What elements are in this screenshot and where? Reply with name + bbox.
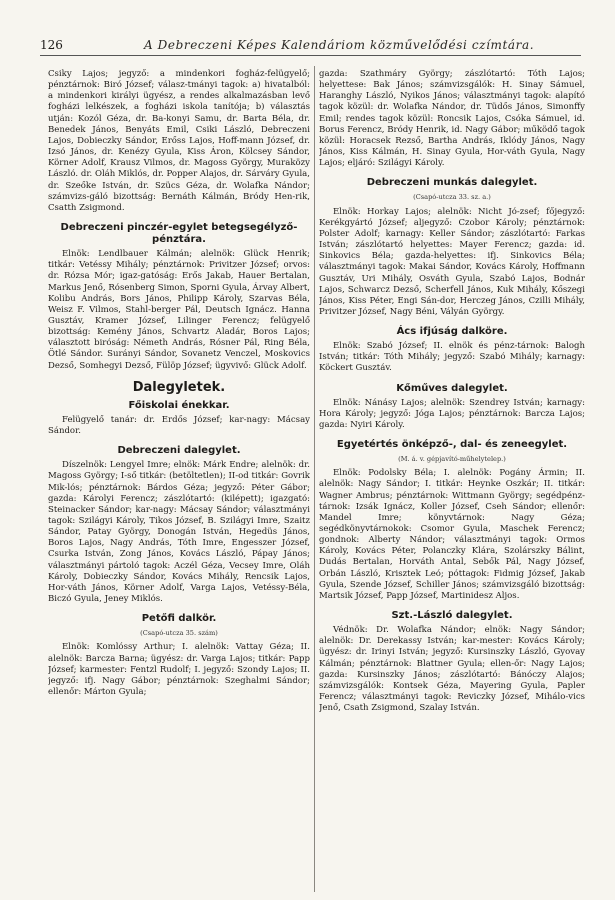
section-heading: Ács ifjúság dalköre. [396, 326, 508, 338]
paragraph: Elnök: Podolsky Béla; I. alelnök: Pogány Ármin; II. alelnök: Nagy Sándor; I. titkár: Heynke Oszkár; II. titkár: Wagner Ambrus; pénztárnok: Wittmann György; segédpénz-tárnok: Izsák Ignácz, Koller József, Cseh Sándor; ellenőr: Mandel Imre; könyvtárnok: Nagy Géza; segédkönyvtárnokok: Csomor Gyula, Maschek Ferencz; gondnok: Alberty Nándor; választmányi tagok: Ormos Károly, Kovács Péter, Polanczky Klára, Szolárszky Bálint, Dudás Bertalan, Horváth Antal, Sebők Pál, Nagy József, Orbán László, Krisztek Leó; póttagok: Fidmig József, Jakab Gyula, Szende József, Schiller János; számvizsgáló bizottság: Martsik József, Papp József, Martinidesz Aljos. [319, 468, 585, 601]
section-heading: Egyetértés önképző-, dal- és zeneegylet. [336, 439, 568, 451]
running-title: A Debreczeni Képes Kalendáriom közművelődési czímtára. [144, 38, 535, 52]
paragraph: Védnök: Dr. Wolafka Nándor; elnök: Nagy Sándor; alelnök: Dr. Derekassy István; kar-mester: Kovács Károly; ügyész: dr. Irinyi István; jegyző: Kursinszky László, Gyovay Kálmán; pénztárnok: Blattner Gyula; ellen-őr: Nagy Lajos; gazda: Kursinszky János; zászlótartó: Bánóczy Alajos; számvizsgálók: Kontsek Géza, Mayering Gyula, Papler Ferencz; választmányi tagok: Reviczky József, Mihálo-vics Jenő, Csath Zsigmond, Szalay István. [319, 625, 585, 714]
section-heading: Főiskolai énekkar. [128, 399, 230, 411]
paragraph: Elnök: Lendlbauer Kálmán; alelnök: Glück Henrik; titkár: Vetéssy Mihály; pénztárnok: Privitzer József; orvos: dr. Rózsa Mór; igaz-gatóság: Erős Jakab, Hauer Bertalan, Markus Jenő, Rósenberg Simon, Sporni Gyula, Árvay Albert, Kolibu András, Bors János, Philipp Károly, Szarvas Béla, Weisz F. Vilmos, Stahl-berger Pál, Deutsch Ignácz. Hanna Gusztáv, Kramer József, Lilinger Ferencz; felügyelő bizottság: Kemény János, Schvartz Aladár, Boros Lajos; választott biróság: Németh András, Rósner Pál, Ring Béla, Ötlé Sándor. Surányi Sándor, Sovanetz Venczel, Moskovics Dezső, Somhegyi Dezső, Fülöp József; ügyvivő: Glück Adolf. [48, 249, 310, 371]
paragraph: Elnök: Horkay Lajos; alelnök: Nicht Jó-zsef; főjegyző: Kerékgyártó József; aljegyző: Czobor Károly; pénztárnok: Polster Adolf; karnagy: Keller Sándor; zászlótartó: Farkas István; zászlótartó helyettes: Mayer Ferencz; gazda: id. Sinkovics Béla; gazda-helyettes: ifj. Sinkovics Béla; választmányi tagok: Makai Sándor, Kovács Károly, Hoffmann Gusztáv, Uri Mihály, Osváth Gyula, Szabó Lajos, Bodnár Lajos, Schwarcz Dezső, Scherfell János, Kuk Mihály, Kőszegi János, Kiss Péter, Engi Sán-dor, Herczeg János, Czilli Mihály, Privitzer József, Nagy Béni, Vályán György. [319, 206, 585, 317]
paragraph: Elnök: Szabó József; II. elnök és pénz-tárnok: Balogh István; titkár: Tóth Mihály; jegyző: Szabó Mihály; karnagy: Köckert Gusztáv. [319, 341, 585, 374]
section-address: (Csapó-utcza 33. sz. a.) [413, 193, 491, 202]
paragraph: Felügyelő tanár: dr. Erdős József; kar-nagy: Mácsay Sándor. [48, 414, 310, 437]
left-column [48, 69, 310, 893]
right-column [319, 69, 585, 893]
paragraph: Elnök: Nánásy Lajos; alelnök: Szendrey István; karnagy: Hora Károly; jegyző: Jóga Lajos; pénztárnok: Barcza Lajos; gazda: Nyiri Károly. [319, 397, 585, 430]
paragraph: Csiky Lajos; jegyző: a mindenkori fogház-felügyelő; pénztárnok: Biró József; válasz-tmányi tagok: a) hivatalból: a mindenkori királyi ügyész, a rendes alkalmazásban levő fogházi lelkészek, a fogházi iskola tanítója; b) választás utján: Kozól Géza, dr. Ba-konyi Samu, dr. Barta Béla, dr. Benedek János, Benyáts Emil, Csiki László, Debreczeni Lajos, Dobieczky Sándor, Erőss Lajos, Hoff-mann József, dr. Izsó János, dr. Kenézy Gyula, Kiss Áron, Kölcsey Sándor, Körner Adolf, Krausz Vilmos, dr. Magoss György, Muraközy László. dr. Oláh Miklós, dr. Popper Alajos, dr. Sárváry Gyula, dr. Szeőke István, dr. Szücs Géza, dr. Wolafka Nándor; számvizs-gáló bizottság: Bernáth Kálmán, Bródy Hen-rik, Csatth Zsigmond. [48, 69, 310, 213]
section-heading: Debreczeni munkás dalegylet. [366, 177, 538, 189]
chapter-heading: Dalegyletek. [132, 379, 226, 395]
paragraph: Elnök: Komlóssy Arthur; I. alelnök: Vattay Géza; II. alelnök: Barcza Barna; ügyész: dr. Varga Lajos; titkár: Papp József; karmester: Fentzl Rudolf; I. jegyző: Szondy Lajos; II. jegyző: ifj. Nagy Gábor; pénztárnok: Szeghalmi Sándor; ellenőr: Márton Gyula; [48, 642, 310, 698]
paragraph: Díszelnök: Lengyel Imre; elnök: Márk Endre; alelnök: dr. Magoss György; I-ső titkár: (betöltetlen); II-od titkár: Govrik Mik-lós; pénztárnok: Bárdos Géza; jegyző: Péter Gábor; gazda: Károlyi Ferencz; zászlótartó: (kilépett); igazgató: Steinacker Sándor; kar-nagy: Mácsay Sándor; választmányi tagok: Szilágyi Károly, Tikos József, B. Szilágyi Imre, Szaitz Sándor, Patay György, Donogán István, Hegedüs János, Boros Lajos, Nagy András, Tóth Imre, Engesszer József, Csurka István, Zong János, Kovács László, Pápay János; választmányi pártoló tagok: Aczél Géza, Vecsey Imre, Oláh Károly, Dobieczky Sándor, Kovács Mihály, Rencsik Lajos, Hor-váth János, Körner Adolf, Varga Lajos, Vetéssy-Béla, Biczó Gyula, Jeney Miklós. [48, 460, 310, 605]
section-heading: Debreczeni dalegylet. [117, 445, 241, 457]
section-heading: Debreczeni pinczér-egylet betegsegélyző-pénztára. [60, 222, 298, 246]
section-heading: Szt.-László dalegylet. [391, 610, 513, 622]
page-number: 126 [40, 38, 63, 52]
section-address: (Csapó-utcza 35. szám) [140, 629, 218, 638]
page-header [40, 37, 581, 56]
column-divider [314, 66, 315, 892]
section-heading: Petőfi dalkör. [141, 613, 217, 625]
section-heading: Kőműves dalegylet. [396, 382, 508, 394]
section-address: (M. á. v. gépjavító-műhelytelep.) [398, 455, 506, 464]
paragraph: gazda: Szathmáry György; zászlótartó: Tóth Lajos; helyettese: Bak János; számvizsgálók: H. Sinay Sámuel, Haranghy László, Nyikos János; választmányi tagok: alapító tagok közül: dr. Wolafka Nándor, dr. Tüdős János, Simonffy Emil; rendes tagok közül: Roncsik Lajos, Csóka Sámuel, id. Borus Ferencz, Bródy Henrik, id. Nagy Gábor; működő tagok közül: Horacsek Rezső, Bartha András, Iklódy János, Nagy János, Kiss Kálmán, H. Sinay Gyula, Hor-váth Gyula, Nagy Lajos; eljáró: Szilágyi Károly. [319, 69, 585, 169]
